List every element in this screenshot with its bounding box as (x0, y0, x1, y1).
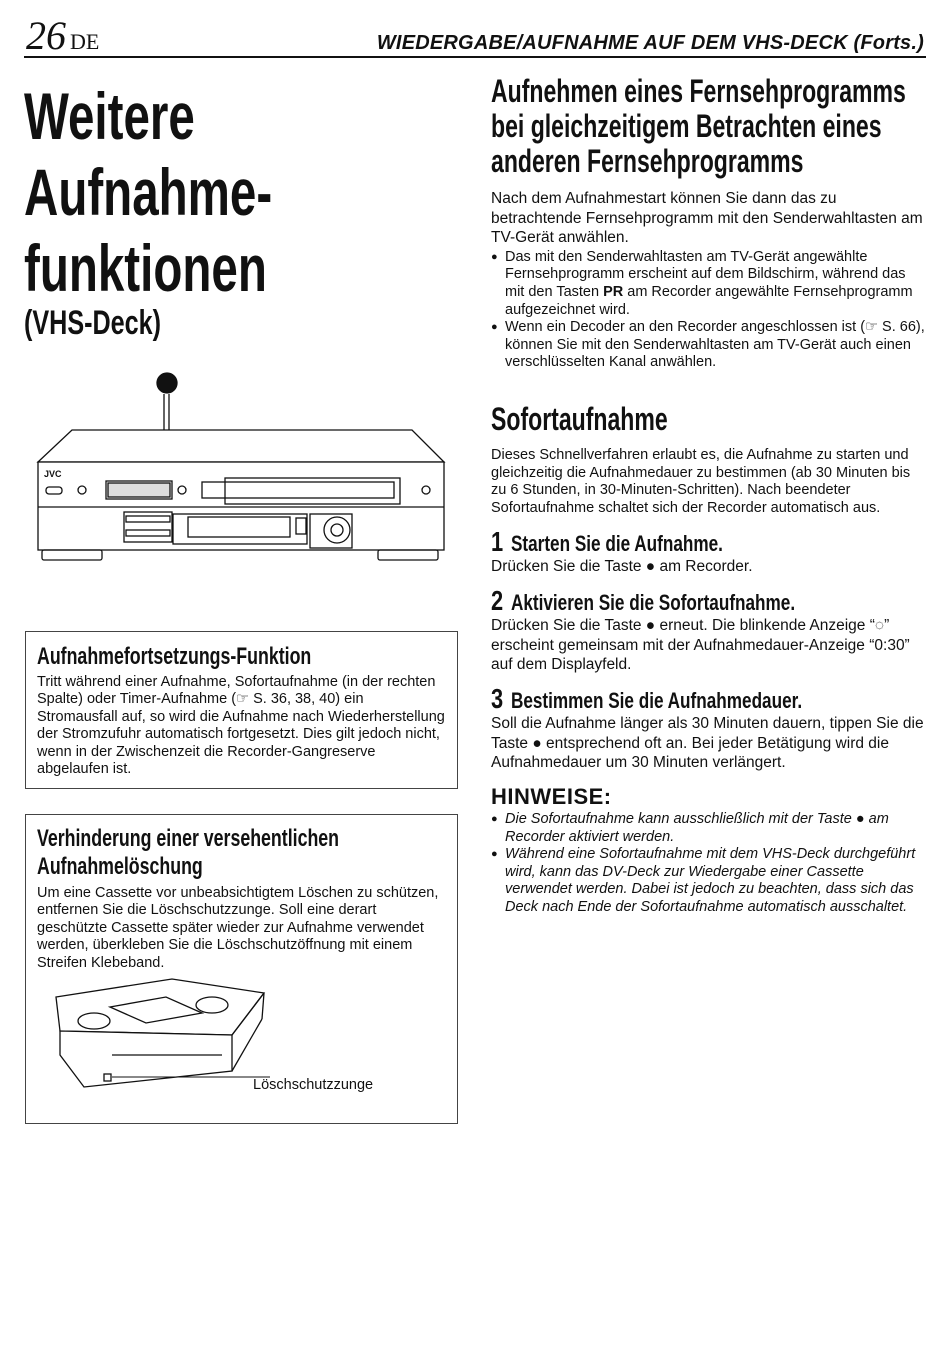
step-3-title: 3 Bestimmen Sie die Aufnahmedauer. (491, 683, 803, 714)
record-button-marker-icon (157, 373, 177, 393)
vcr-illustration (30, 364, 450, 574)
instant-recording-intro: Dieses Schnellverfahren erlaubt es, die Aufnahme zu starten und gleichzeitig die Aufnahmedauer zu bestimmen (ab 30 Minuten bis zu 6 Stunden, in 30-Minuten-Schritten). Nach beendeter Sofortaufnahme schaltet sich der Recorder automatisch aus. (491, 447, 911, 516)
note-1: ● Die Sofortaufnahme kann ausschließlich mit der Taste ● am Recorder aktiviert werden. (491, 811, 927, 846)
notes-section (491, 784, 927, 917)
page-subtitle: (VHS-Deck) (24, 304, 162, 342)
continuation-function-box (25, 631, 458, 789)
page-title-line-1: Weitere (24, 79, 195, 153)
erase-protection-title-line-2: Aufnahmelöschung (37, 853, 203, 880)
step-2-title: 2 Aktivieren Sie die Sofortaufnahme. (491, 585, 796, 616)
watch-bullet-2: ● Wenn ein Decoder an den Recorder angeschlossen ist (☞ S. 66), können Sie mit den Senderwahltasten am TV-Gerät auch einen verschlüsselten Kanal anwählen. (491, 319, 927, 372)
watch-bullet-1: ● Das mit den Senderwahltasten am TV-Gerät angewählte Fernsehprogramm erscheint auf dem Bildschirm, während das mit den Tasten PR am Recorder angewählte Fernsehprogramm aufgezeichnet wird. (491, 249, 927, 319)
erase-protection-title-line-1: Verhinderung einer versehentlichen (37, 825, 340, 852)
vcr-brand-logo: JVC (44, 469, 62, 479)
continuation-function-text: Tritt während einer Aufnahme, Sofortaufnahme (in der rechten Spalte) oder Timer-Aufnahme (☞ S. 36, 38, 40) ein Stromausfall auf, so wird die Aufnahme nach Wiederherstellung der Stromzufuhr automatisch fortgesetzt. Dies gilt jedoch nicht, wenn in der Zwischenzeit die Recorder-Gangreserve abgelaufen ist. (37, 674, 445, 778)
step-1-title: 1 Starten Sie die Aufnahme. (491, 526, 723, 557)
page-title-line-3: funktionen (24, 231, 267, 305)
continuation-function-title: Aufnahmefortsetzungs-Funktion (37, 643, 312, 670)
language-code: DE (70, 29, 100, 54)
cassette-illustration (52, 975, 272, 1095)
page-title (24, 78, 369, 306)
instant-recording-section (491, 402, 927, 517)
erase-protection-box (25, 814, 458, 1124)
note-2: ● Während eine Sofortaufnahme mit dem VHS-Deck durchgeführt wird, kann das DV-Deck zur Wiedergabe einer Cassette verwendet werden. Dabei ist jedoch zu beachten, dass sich das Deck nach Ende der Sofortaufnahme automatisch ausschaltet. (491, 846, 927, 916)
watch-other-program-section (491, 74, 927, 372)
instant-recording-title: Sofortaufnahme (491, 401, 668, 437)
watch-section-title-line-3: anderen Fernsehprogramms (491, 143, 804, 179)
page-title-line-2: Aufnahme- (24, 155, 273, 229)
step-1-text: Drücken Sie die Taste ● am Recorder. (491, 558, 753, 575)
step-3-text: Soll die Aufnahme länger als 30 Minuten dauern, tippen Sie die Taste ● entsprechend oft an. Bei jeder Betätigung wird die Aufnahmedauer um 30 Minuten verlängert. (491, 715, 924, 772)
notes-list (491, 811, 927, 917)
erase-tab-label: Löschschutzzunge (253, 1077, 374, 1093)
erase-protection-text: Um eine Cassette vor unbeabsichtigtem Löschen zu schützen, entfernen Sie die Löschschutzzunge. Soll eine derart geschützte Cassette später wieder zur Aufnahme verwendet werden, überkleben Sie die Löschschutzöffnung mit einem Streifen Klebeband. (37, 885, 439, 971)
watch-section-title-line-1: Aufnehmen eines Fernsehprogramms (491, 73, 906, 109)
watch-section-bullets (491, 249, 927, 372)
watch-section-title-line-2: bei gleichzeitigem Betrachten eines (491, 108, 882, 144)
notes-title: HINWEISE: (491, 784, 612, 809)
step-2-text: Drücken Sie die Taste ● erneut. Die blinkende Anzeige “◌” erscheint gemeinsam mit der Aufnahmedauer-Anzeige “0:30” auf dem Displayfeld. (491, 617, 910, 674)
page-number-value: 26 (26, 13, 66, 58)
header-rule (24, 56, 926, 58)
running-header: WIEDERGABE/AUFNAHME AUF DEM VHS-DECK (Forts.) (376, 32, 924, 54)
watch-section-intro: Nach dem Aufnahmestart können Sie dann das zu betrachtende Fernsehprogramm mit den Senderwahltasten am TV-Gerät anwählen. (491, 190, 923, 247)
